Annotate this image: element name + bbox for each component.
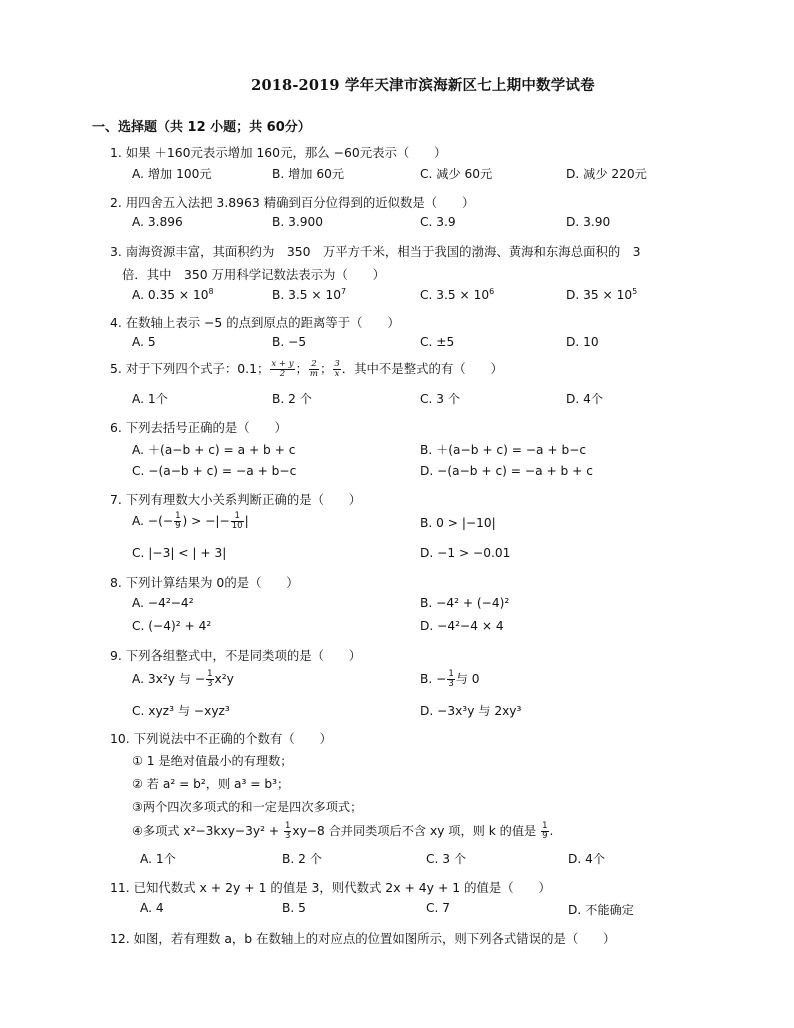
q2-option-b: B. 3.900 — [272, 215, 323, 229]
fraction: $\frac{3}{x}$ — [334, 359, 340, 379]
section-heading: 一、选择题（共 12 小题；共 60分） — [92, 120, 311, 135]
question-4: 4. 在数轴上表示 −5 的点到原点的距离等于（ ） — [110, 315, 400, 330]
q7-option-c: C. |−3| < | + 3| — [132, 546, 227, 560]
question-6: 6. 下列去括号正确的是（ ） — [110, 420, 287, 435]
fraction: $\frac{2}{m}$ — [309, 359, 318, 379]
q8-option-a: A. −4²−4² — [132, 596, 194, 610]
q5-option-b: B. 2 个 — [272, 392, 312, 406]
question-3: 3. 南海资源丰富，其面积约为 350 万平方千米，相当于我国的渤海、黄海和东海总面积的 3 — [110, 244, 641, 259]
q11-option-b: B. 5 — [282, 901, 306, 915]
q6-option-a: A. ＋(a−b + c) = a + b + c — [132, 443, 296, 457]
fraction: $\frac{1}{3}$ — [284, 821, 291, 841]
q8-option-c: C. (−4)² + 4² — [132, 619, 212, 633]
q10-statement-3: ③两个四次多项式的和一定是四次多项式； — [132, 800, 363, 814]
q7-option-d: D. −1 > −0.01 — [420, 546, 511, 560]
question-10: 10. 下列说法中不正确的个数有（ ） — [110, 731, 332, 746]
q4-option-a: A. 5 — [132, 335, 156, 349]
fraction: $\frac{x + y}{2}$ — [271, 359, 294, 379]
q10-option-a: A. 1个 — [140, 852, 176, 866]
q10-statement-4: ④多项式 x²−3kxy−3y² + $\frac{1}{3}$ xy−8 合并同类项后不含 xy 项，则 k 的值是 $\frac{1}{9}$ . — [132, 821, 554, 841]
q1-option-a: A. 增加 100元 — [132, 167, 212, 181]
fraction: $\frac{1}{9}$ — [175, 511, 181, 531]
q3-option-c: C. $3.5 \times 10^6$ — [420, 287, 495, 303]
q1-option-d: D. 减少 220元 — [566, 167, 647, 181]
q9-option-d: D. −3x³y 与 2xy³ — [420, 704, 522, 718]
q6-option-b: B. ＋(a−b + c) = −a + b−c — [420, 443, 587, 457]
q1-option-c: C. 减少 60元 — [420, 167, 493, 181]
question-1: 1. 如果 ＋160元表示增加 160元，那么 −60元表示（ ） — [110, 145, 447, 160]
q6-option-c: C. −(a−b + c) = −a + b−c — [132, 464, 297, 478]
q2-option-a: A. 3.896 — [132, 215, 183, 229]
question-2: 2. 用四舍五入法把 3.8963 精确到百分位得到的近似数是（ ） — [110, 195, 475, 210]
q10-option-d: D. 4个 — [568, 852, 606, 866]
q4-option-c: C. ±5 — [420, 335, 455, 349]
q4-option-b: B. −5 — [272, 335, 307, 349]
q3-option-b: B. $3.5 \times 10^7$ — [272, 287, 347, 303]
q6-option-d: D. −(a−b + c) = −a + b + c — [420, 464, 593, 478]
q9-option-c: C. xyz³ 与 −xyz³ — [132, 704, 230, 718]
fraction: $\frac{1}{3}$ — [207, 669, 213, 689]
q10-option-c: C. 3 个 — [426, 852, 467, 866]
q11-option-d: D. 不能确定 — [568, 903, 634, 917]
question-12: 12. 如图，若有理数 a，b 在数轴上的对应点的位置如图所示，则下列各式错误的是（ ） — [110, 931, 616, 946]
q5-option-d: D. 4个 — [566, 392, 604, 406]
q7-option-a: A. −(− $\frac{1}{9}$ ) > −|− $\frac{1}{10}$ | — [132, 511, 249, 531]
question-5: 5. 对于下列四个式子：0.1； $\frac{x + y}{2}$ ； $\frac{2}{m}$ ； $\frac{3}{x}$ ．其中不是整式的有（ ） — [110, 359, 503, 379]
fraction: $\frac{1}{10}$ — [231, 511, 243, 531]
q10-option-b: B. 2 个 — [282, 852, 322, 866]
q9-option-b: B. − $\frac{1}{3}$ 与 0 — [420, 669, 480, 689]
question-3-cont: 倍．其中 350 万用科学记数法表示为（ ） — [122, 267, 386, 282]
fraction: $\frac{1}{3}$ — [448, 669, 454, 689]
question-11: 11. 已知代数式 x + 2y + 1 的值是 3，则代数式 2x + 4y + 1 的值是（ ） — [110, 880, 551, 895]
q5-option-c: C. 3 个 — [420, 392, 461, 406]
q2-option-c: C. 3.9 — [420, 215, 456, 229]
q3-option-d: D. $35 \times 10^5$ — [566, 287, 638, 303]
q8-option-d: D. −4²−4 × 4 — [420, 619, 504, 633]
q3-option-a: A. $0.35 \times 10^8$ — [132, 287, 214, 303]
exam-title: 2018-2019 学年天津市滨海新区七上期中数学试卷 — [251, 77, 595, 94]
fraction: $\frac{1}{9}$ — [542, 821, 548, 841]
q10-statement-2: ② 若 a² = b²，则 a³ = b³； — [132, 777, 290, 791]
q7-option-b: B. 0 > |−10| — [420, 516, 496, 530]
question-7: 7. 下列有理数大小关系判断正确的是（ ） — [110, 492, 362, 507]
q10-statement-1: ① 1 是绝对值最小的有理数； — [132, 754, 293, 768]
q8-option-b: B. −4² + (−4)² — [420, 596, 510, 610]
q2-option-d: D. 3.90 — [566, 215, 611, 229]
q5-option-a: A. 1个 — [132, 392, 168, 406]
question-8: 8. 下列计算结果为 0的是（ ） — [110, 575, 299, 590]
q4-option-d: D. 10 — [566, 335, 599, 349]
q9-option-a: A. 3x²y 与 − $\frac{1}{3}$ x²y — [132, 669, 234, 689]
q11-option-a: A. 4 — [140, 901, 164, 915]
q1-option-b: B. 增加 60元 — [272, 167, 345, 181]
question-9: 9. 下列各组整式中，不是同类项的是（ ） — [110, 648, 362, 663]
q11-option-c: C. 7 — [426, 901, 451, 915]
